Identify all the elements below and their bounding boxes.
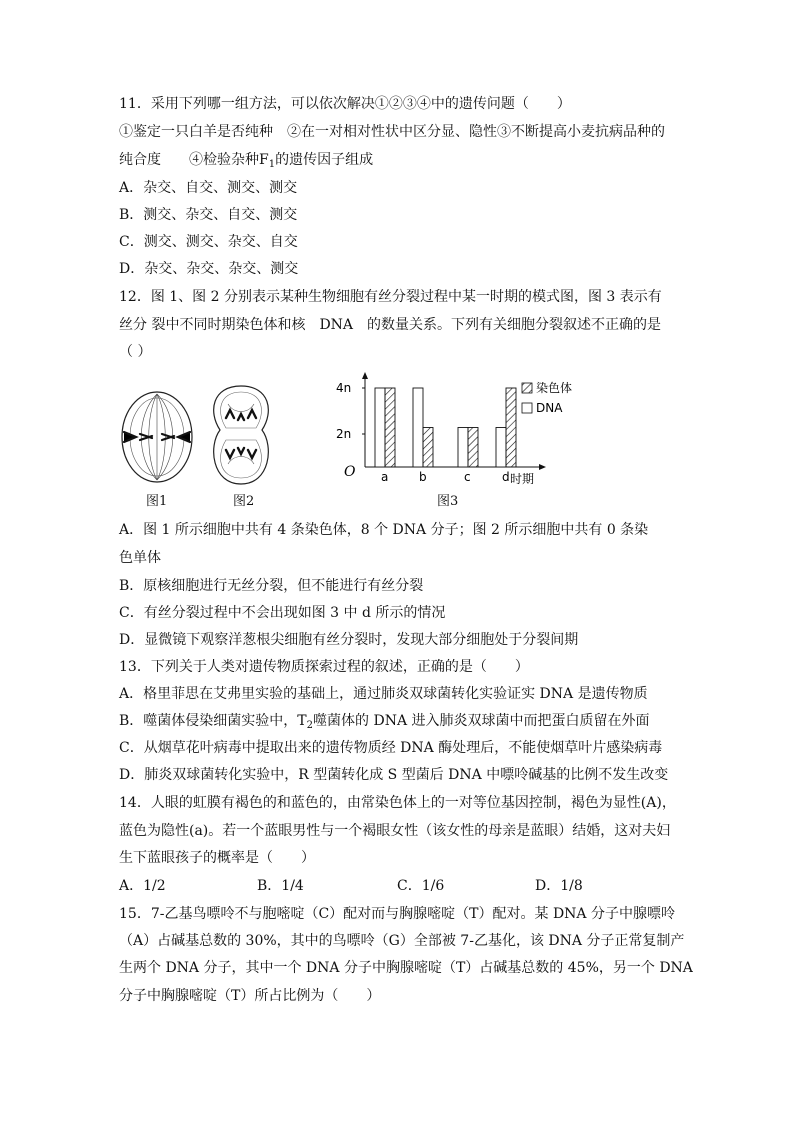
- bar-chromosome-d: [506, 388, 516, 467]
- figure-2-caption: 图2: [233, 494, 255, 509]
- bar-chromosome-a: [385, 388, 395, 467]
- q11-line3: 纯合度 ④检验杂种$F_1$的遗传因子组成: [119, 152, 374, 170]
- bar-dna-b: [413, 388, 423, 467]
- q15-line1: 15．7-乙基鸟嘌呤不与胞嘧啶（C）配对而与胸腺嘧啶（T）配对。某 DNA 分子中腺嘌呤: [119, 906, 675, 922]
- q13-option-c: C．从烟草花叶病毒中提取出来的遗传物质经 DNA 酶处理后，不能使烟草叶片感染病毒: [119, 740, 663, 756]
- q12-option-d: D．显微镜下观察洋葱根尖细胞有丝分裂时，发现大部分细胞处于分裂间期: [119, 632, 579, 648]
- x-tick-label-b: b: [419, 470, 427, 484]
- q13-option-d: D．肺炎双球菌转化实验中，R 型菌转化成 S 型菌后 DNA 中嘌呤碱基的比例不发生改变: [119, 767, 669, 783]
- q12-option-a-line2: 色单体: [119, 550, 161, 566]
- legend-swatch-dna: [522, 403, 532, 413]
- q12-option-a-line1: A．图 1 所示细胞中共有 4 条染色体，8 个 DNA 分子；图 2 所示细胞中共有 0 条染: [119, 522, 649, 538]
- q14-line1: 14．人眼的虹膜有褐色的和蓝色的，由常染色体上的一对等位基因控制，褐色为显性(A)，: [119, 795, 676, 811]
- q14-option-d: D．1/8: [535, 878, 583, 894]
- figure-2-cell: [208, 384, 274, 486]
- q14-option-c: C．1/6: [397, 878, 445, 894]
- y-tick-label-2n: 2n: [336, 427, 352, 441]
- q15-line3: 生两个 DNA 分子，其中一个 DNA 分子中胸腺嘧啶（T）占碱基总数的 45%，另一个 DNA: [119, 960, 693, 976]
- q12-option-c: C．有丝分裂过程中不会出现如图 3 中 d 所示的情况: [119, 605, 446, 621]
- q11-option-b: B．测交、杂交、自交、测交: [119, 207, 298, 223]
- y-tick-label-4n: 4n: [336, 381, 352, 395]
- figure-3-bar-chart: [330, 372, 573, 487]
- figure-1-cell: [118, 390, 196, 485]
- q13-stem: 13．下列关于人类对遗传物质探索过程的叙述，正确的是（ ）: [119, 659, 529, 675]
- bar-chromosome-b: [423, 428, 433, 468]
- legend-label-chromosome: 染色体: [536, 381, 573, 395]
- q14-option-a: A．1/2: [119, 878, 166, 894]
- q13-option-a: A．格里菲思在艾弗里实验的基础上，通过肺炎双球菌转化实验证实 DNA 是遗传物质: [119, 686, 648, 702]
- q11-option-a: A．杂交、自交、测交、测交: [119, 180, 298, 196]
- q12-line2: 丝分 裂中不同时期染色体和核 DNA 的数量关系。下列有关细胞分裂叙述不正确的是: [119, 317, 662, 333]
- q11-option-d: D．杂交、杂交、杂交、测交: [119, 261, 299, 277]
- bar-dna-a: [375, 388, 385, 467]
- q14-options-row: [119, 876, 679, 896]
- q13-option-b: B．噬菌体侵染细菌实验中，$T_2$噬菌体的 DNA 进入肺炎双球菌中而把蛋白质留在外面: [119, 713, 650, 731]
- q14-option-b: B．1/4: [257, 878, 304, 894]
- figure-1-caption: 图1: [146, 494, 168, 509]
- figure-3-caption: 图3: [437, 494, 459, 509]
- q15-line2: （A）占碱基总数的 30%，其中的鸟嘌呤（G）全部被 7-乙基化，该 DNA 分子正常复制产: [119, 933, 685, 949]
- bar-dna-c: [458, 428, 468, 468]
- q14-line3: 生下蓝眼孩子的概率是（ ）: [119, 850, 315, 866]
- q11-option-c: C．测交、测交、杂交、自交: [119, 234, 298, 250]
- bar-dna-d: [496, 428, 506, 468]
- q14-line2: 蓝色为隐性(a)。若一个蓝眼男性与一个褐眼女性（该女性的母亲是蓝眼）结婚，这对夫妇: [119, 823, 671, 839]
- legend-label-dna: DNA: [536, 401, 563, 415]
- legend-swatch-chromosome: [522, 383, 532, 393]
- x-axis-label: 时期: [510, 472, 535, 486]
- origin-label: O: [344, 464, 356, 480]
- x-tick-label-c: c: [464, 470, 471, 484]
- y-axis-arrow: [362, 372, 368, 379]
- q15-line4: 分子中胸腺嘧啶（T）所占比例为（ ）: [119, 988, 381, 1004]
- q12-option-b: B．原核细胞进行无丝分裂，但不能进行有丝分裂: [119, 578, 424, 594]
- q11-line2: ①鉴定一只白羊是否纯种 ②在一对相对性状中区分显、隐性③不断提高小麦抗病品种的: [119, 124, 665, 140]
- x-tick-label-d: d: [502, 470, 510, 484]
- q11-stem: 11．采用下列哪一组方法，可以依次解决①②③④中的遗传问题（ ）: [119, 96, 571, 112]
- q12-line1: 12．图 1、图 2 分别表示某种生物细胞有丝分裂过程中某一时期的模式图，图 3 表示有: [119, 289, 662, 305]
- q12-line3: （ ）: [119, 344, 152, 360]
- bar-chromosome-c: [468, 428, 478, 468]
- x-axis-arrow: [539, 464, 546, 470]
- x-tick-label-a: a: [381, 470, 389, 484]
